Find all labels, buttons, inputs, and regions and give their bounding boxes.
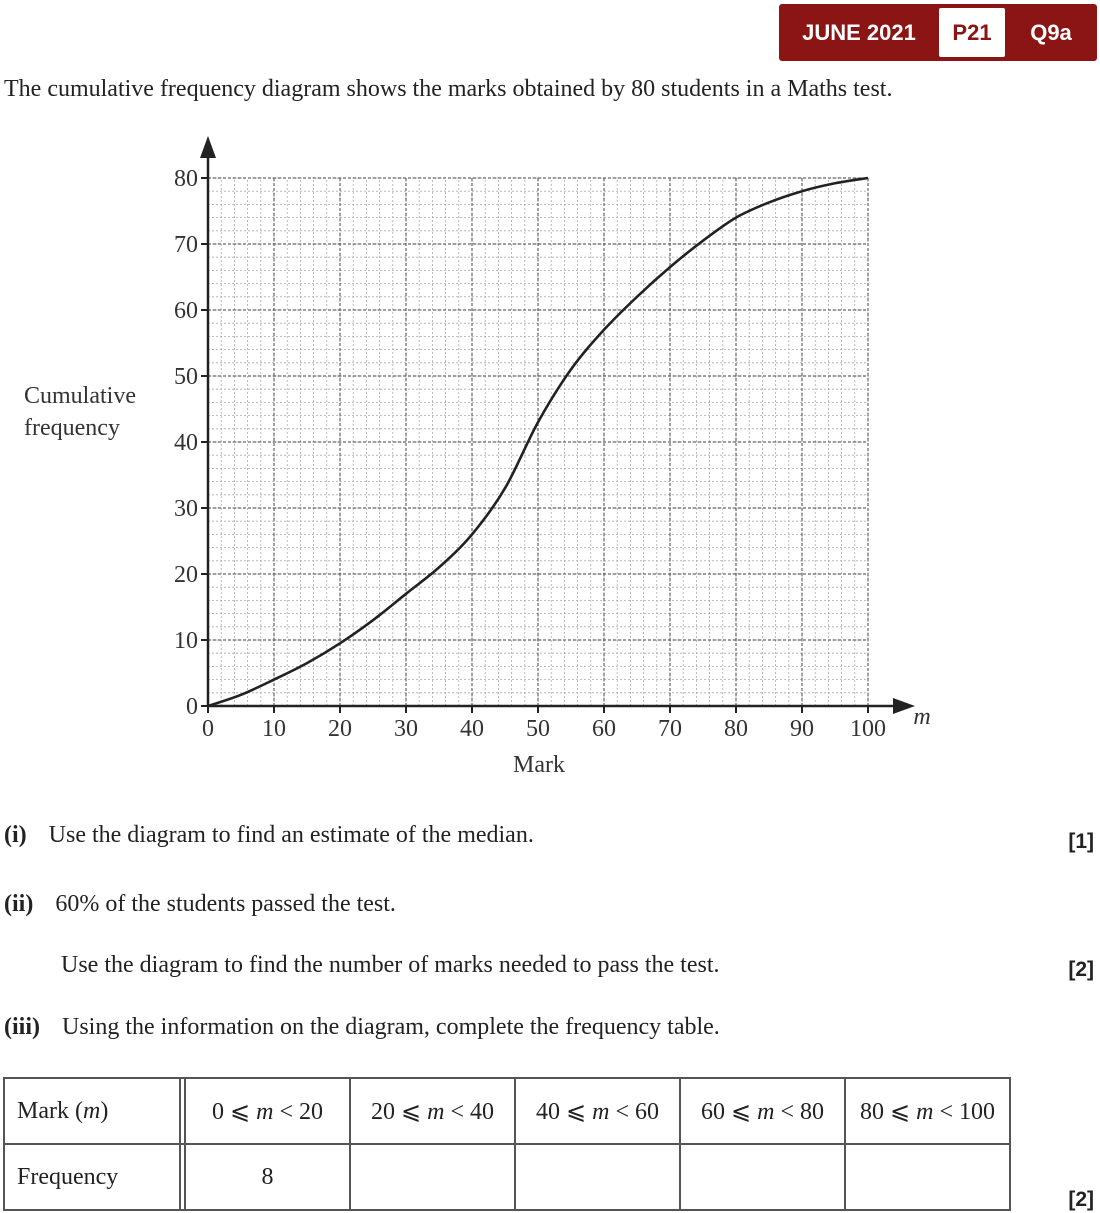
interval-40-60: 40 ⩽ m < 60 xyxy=(515,1078,680,1144)
paper-label: P21 xyxy=(939,8,1005,57)
x-tick-labels xyxy=(202,716,886,742)
table-header-mark: Mark (m) xyxy=(4,1078,180,1144)
cumulative-frequency-chart xyxy=(0,120,1000,785)
question-i-number: (i) xyxy=(4,822,27,848)
exam-reference-badge xyxy=(779,4,1097,61)
x-tick-label: 30 xyxy=(394,716,418,742)
table-header-frequency: Frequency xyxy=(4,1144,180,1210)
y-tick-labels xyxy=(174,166,198,720)
question-ii xyxy=(4,891,396,918)
x-tick-label: 90 xyxy=(790,716,814,742)
table-row xyxy=(4,1144,1010,1210)
x-tick-label: 60 xyxy=(592,716,616,742)
y-tick-label: 80 xyxy=(174,166,198,192)
x-tick-label: 20 xyxy=(328,716,352,742)
x-tick-label: 70 xyxy=(658,716,682,742)
question-intro: The cumulative frequency diagram shows the marks obtained by 80 students in a Maths test. xyxy=(4,76,893,102)
question-label: Q9a xyxy=(1030,19,1072,45)
y-tick-label: 10 xyxy=(174,628,198,654)
question-ii-instruction: Use the diagram to find the number of marks needed to pass the test. xyxy=(61,952,720,978)
x-tick-label: 0 xyxy=(202,716,214,742)
table-row xyxy=(4,1078,1010,1144)
y-axis-arrow xyxy=(200,136,216,158)
y-tick-label: 40 xyxy=(174,430,198,456)
x-tick-label: 100 xyxy=(850,716,886,742)
x-tick-label: 80 xyxy=(724,716,748,742)
question-iii-text: Using the information on the diagram, complete the frequency table. xyxy=(62,1014,720,1040)
frequency-cell-60-80[interactable] xyxy=(680,1144,845,1210)
frequency-cell-40-60[interactable] xyxy=(515,1144,680,1210)
y-tick-label: 70 xyxy=(174,232,198,258)
interval-0-20: 0 ⩽ m < 20 xyxy=(185,1078,350,1144)
y-axis-title-line1: Cumulative xyxy=(24,383,136,409)
interval-60-80: 60 ⩽ m < 80 xyxy=(680,1078,845,1144)
x-axis-symbol: m xyxy=(913,704,931,730)
y-tick-label: 20 xyxy=(174,562,198,588)
interval-80-100: 80 ⩽ m < 100 xyxy=(845,1078,1010,1144)
y-tick-label: 50 xyxy=(174,364,198,390)
frequency-cell-80-100[interactable] xyxy=(845,1144,1010,1210)
frequency-cell-0-20: 8 xyxy=(185,1144,350,1210)
question-i-text: Use the diagram to find an estimate of the median. xyxy=(48,822,534,848)
question-ii-marks: [2] xyxy=(1068,958,1094,981)
question-i-marks: [1] xyxy=(1068,830,1094,853)
question-iii-marks: [2] xyxy=(1068,1188,1094,1211)
question-iii-number: (iii) xyxy=(4,1014,40,1040)
x-axis-arrow xyxy=(893,698,915,714)
x-tick-label: 40 xyxy=(460,716,484,742)
x-tick-label: 10 xyxy=(262,716,286,742)
y-tick-label: 30 xyxy=(174,496,198,522)
interval-20-40: 20 ⩽ m < 40 xyxy=(350,1078,515,1144)
frequency-table xyxy=(3,1077,1011,1211)
x-tick-label: 50 xyxy=(526,716,550,742)
axis-ticks xyxy=(201,178,868,713)
question-ii-number: (ii) xyxy=(4,891,34,917)
x-axis-title: Mark xyxy=(513,752,565,778)
question-iii xyxy=(4,1014,720,1041)
session-label: JUNE 2021 xyxy=(802,19,916,45)
y-tick-label: 60 xyxy=(174,298,198,324)
axes xyxy=(200,136,915,714)
question-i xyxy=(4,822,534,849)
frequency-cell-20-40[interactable] xyxy=(350,1144,515,1210)
question-ii-text: 60% of the students passed the test. xyxy=(55,891,396,917)
y-tick-label: 0 xyxy=(186,694,198,720)
y-axis-title-line2: frequency xyxy=(24,415,120,441)
